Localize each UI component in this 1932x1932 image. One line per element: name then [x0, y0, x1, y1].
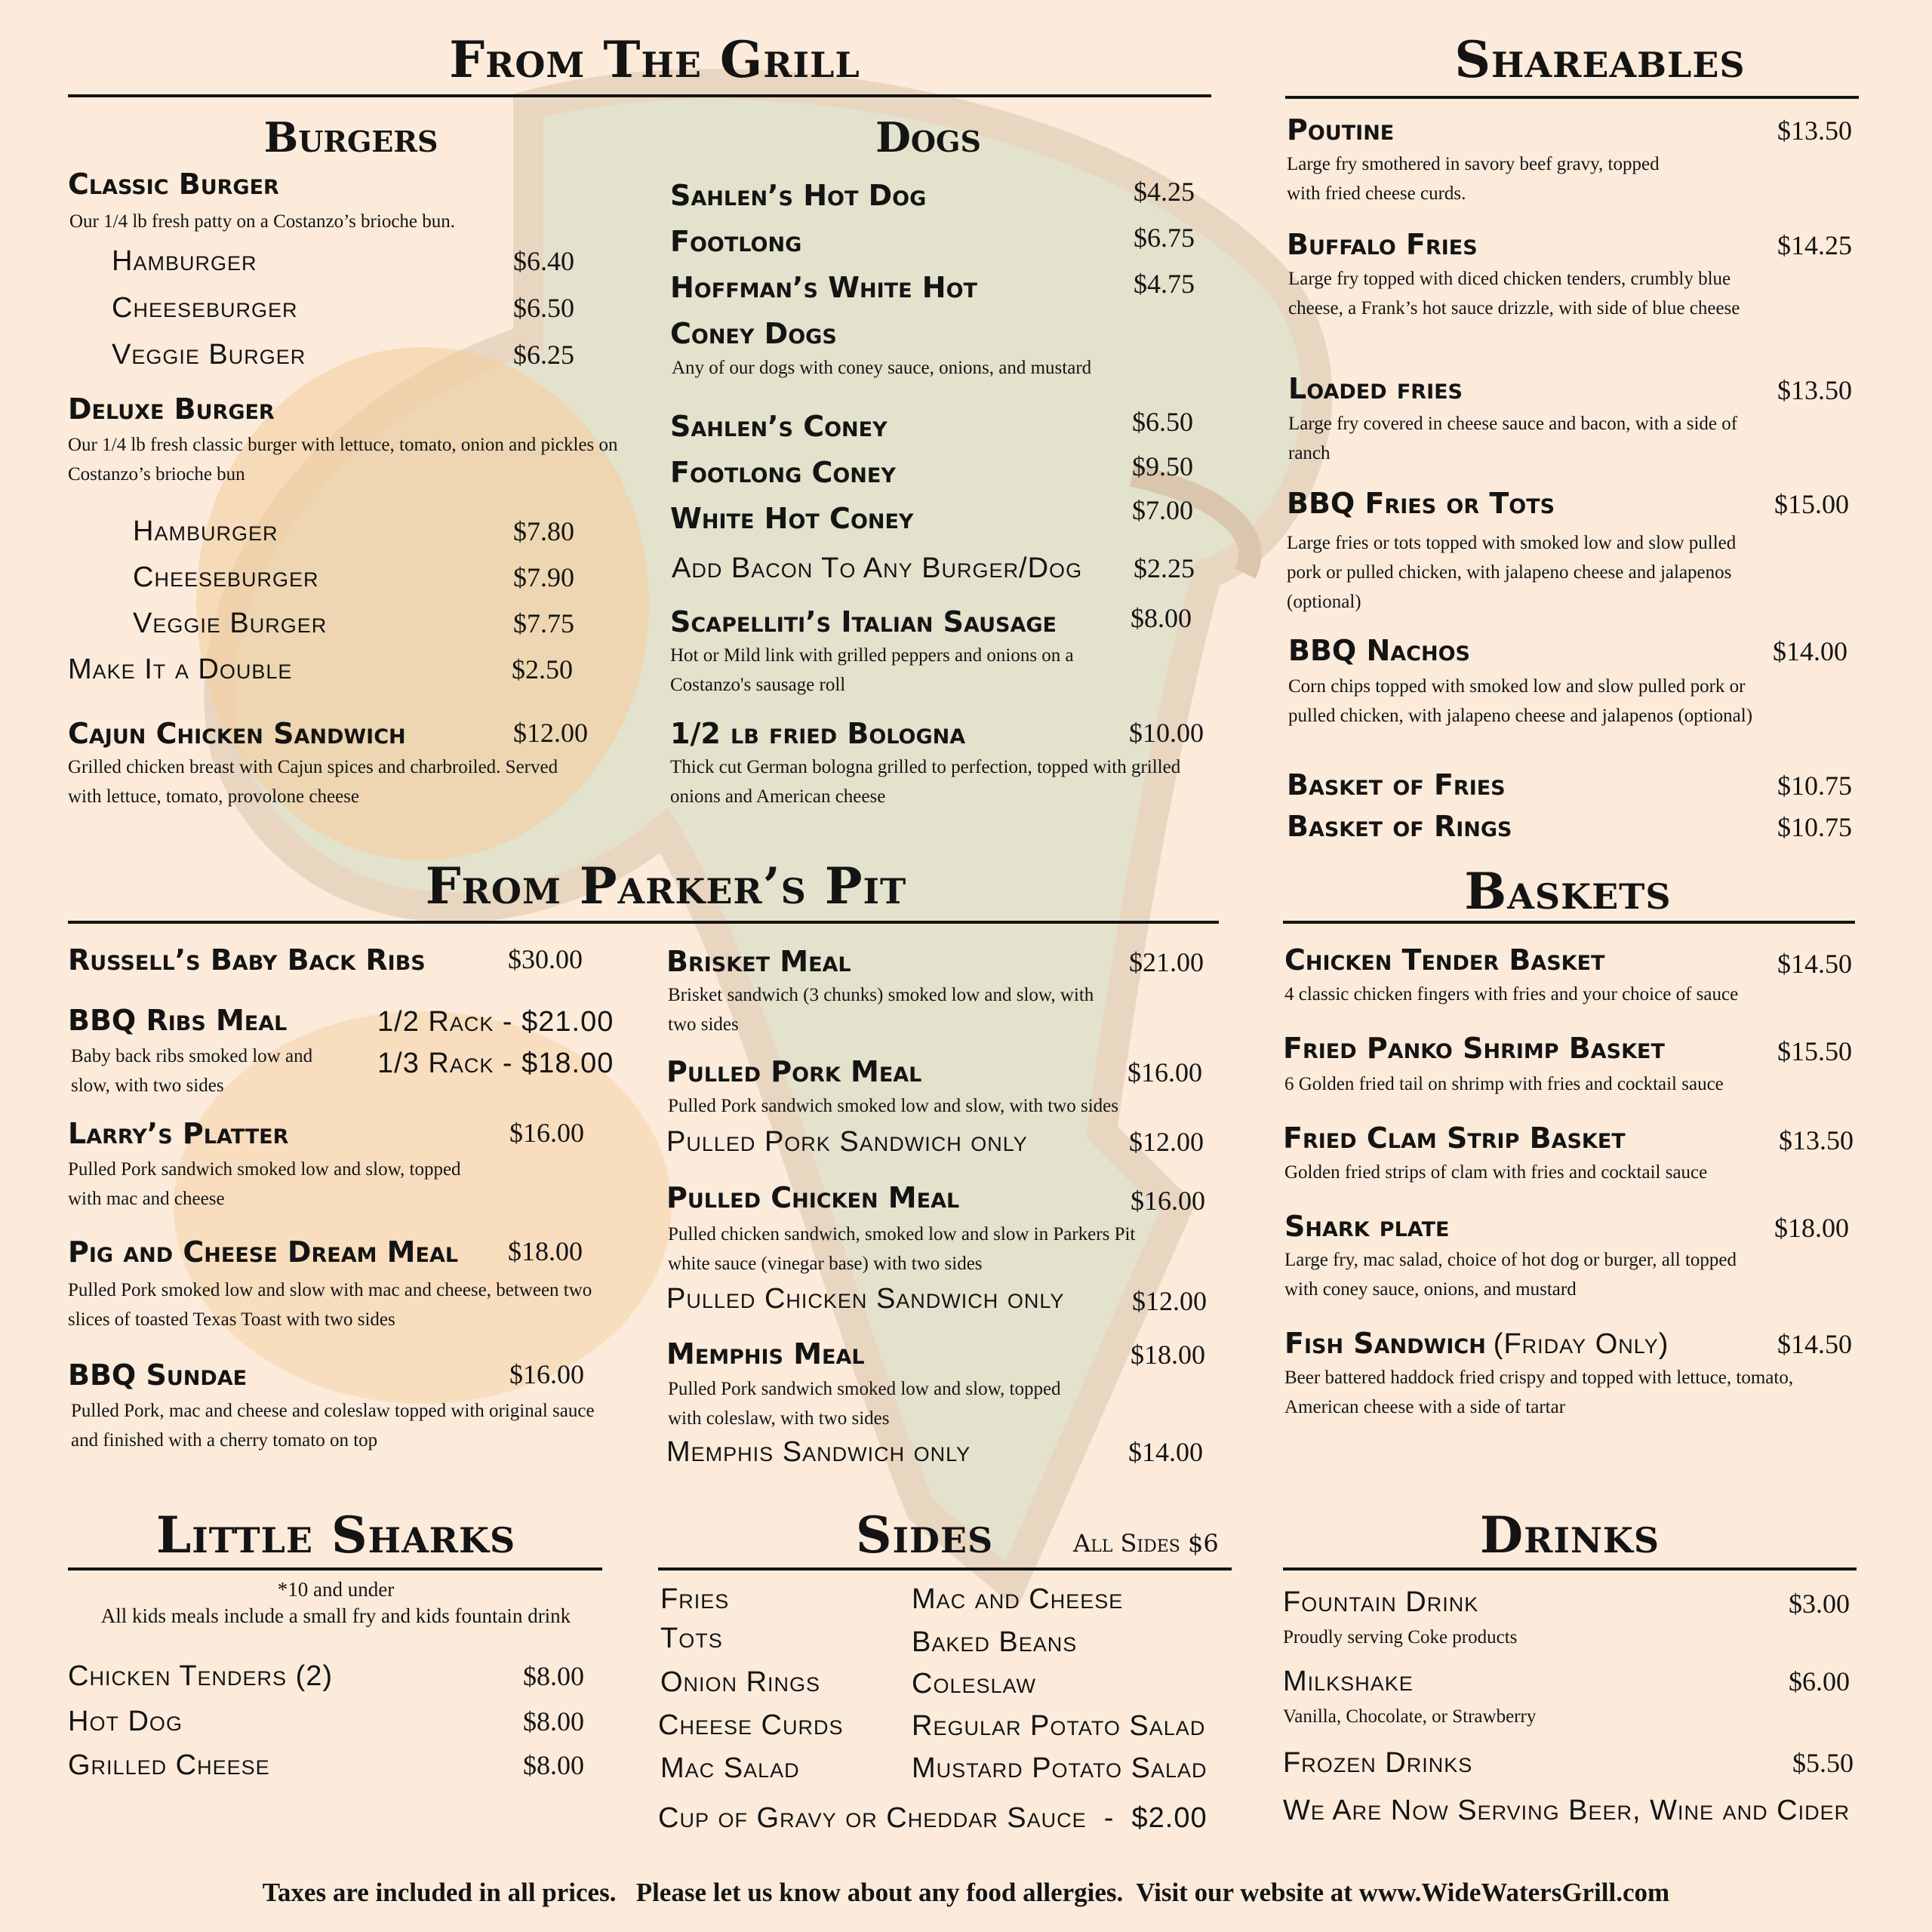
drink-frozen: Frozen Drinks: [1283, 1747, 1473, 1779]
sausage-desc: Hot or Mild link with grilled peppers and onions on a Costanzo's sausage roll: [670, 645, 1074, 695]
deluxe-hamburger-price: $7.80: [513, 516, 574, 546]
deluxe-hamburger: Hamburger: [133, 515, 278, 547]
poutine-name: Poutine: [1287, 113, 1395, 146]
clam-basket-name: Fried Clam Strip Basket: [1283, 1121, 1626, 1155]
basket-rings-name: Basket of Rings: [1287, 810, 1512, 843]
kids-tenders: Chicken Tenders (2): [68, 1660, 334, 1692]
loaded-fries-name: Loaded fries: [1288, 372, 1463, 405]
deluxe-veggie-price: $7.75: [513, 608, 574, 638]
ribs-third-rack: 1/3 Rack - $18.00: [377, 1048, 614, 1079]
side-coleslaw: Coleslaw: [912, 1668, 1036, 1700]
pulled-pork-only: Pulled Pork Sandwich only: [666, 1126, 1028, 1158]
cajun-desc: Grilled chicken breast with Cajun spices and charbroiled. Served with lettuce, tomato, provolone cheese: [68, 757, 558, 807]
divider: [1283, 921, 1855, 924]
shark-plate-name: Shark plate: [1284, 1210, 1450, 1243]
deluxe-cheeseburger-price: $7.90: [513, 562, 574, 592]
memphis-price: $18.00: [1131, 1340, 1205, 1370]
add-bacon-price: $2.25: [1134, 553, 1195, 583]
classic-burger-desc: Our 1/4 lb fresh patty on a Costanzo’s brioche bun.: [69, 211, 456, 232]
chicken-tender-basket-name: Chicken Tender Basket: [1284, 943, 1605, 977]
bbq-nachos-desc: Corn chips topped with smoked low and slow pulled pork or pulled chicken, with jalapeno cheese and jalapenos (optional): [1288, 676, 1753, 726]
bbq-fries-desc: Large fries or tots topped with smoked low and slow pulled pork or pulled chicken, with jalapeno cheese and jalapenos (optional): [1287, 533, 1737, 612]
divider: [1283, 1567, 1857, 1571]
shrimp-basket-price: $15.50: [1777, 1036, 1852, 1066]
memphis-only: Memphis Sandwich only: [666, 1436, 971, 1468]
section-title-baskets: Baskets: [1464, 862, 1672, 921]
brisket-name: Brisket Meal: [666, 945, 851, 978]
coney-footlong-price: $9.50: [1132, 451, 1193, 481]
fish-sandwich-name: Fish Sandwich: [1284, 1327, 1486, 1360]
divider: [68, 1567, 602, 1571]
kids-note-includes: All kids meals include a small fry and kids fountain drink: [100, 1604, 571, 1627]
larry-name: Larry’s Platter: [68, 1117, 289, 1150]
bbq-nachos-price: $14.00: [1773, 636, 1847, 666]
buffalo-fries-price: $14.25: [1777, 230, 1852, 260]
deluxe-burger-desc: Our 1/4 lb fresh classic burger with lettuce, tomato, onion and pickles on Costanzo’s brioche bun: [68, 435, 618, 485]
fish-sandwich-price: $14.50: [1777, 1329, 1852, 1359]
sausage-price: $8.00: [1131, 603, 1192, 633]
kids-grilled-cheese: Grilled Cheese: [68, 1749, 270, 1781]
larry-desc: Pulled Pork sandwich smoked low and slow, topped with mac and cheese: [68, 1159, 461, 1209]
pulled-pork-name: Pulled Pork Meal: [666, 1055, 922, 1088]
make-double-price: $2.50: [512, 654, 573, 685]
pig-price: $18.00: [508, 1236, 583, 1266]
loaded-fries-desc: Large fry covered in cheese sauce and bacon, with a side of ranch: [1288, 414, 1738, 463]
cajun-name: Cajun Chicken Sandwich: [68, 717, 406, 750]
drink-frozen-price: $5.50: [1792, 1748, 1854, 1778]
coney-dogs-name: Coney Dogs: [670, 317, 837, 350]
drink-fountain-price: $3.00: [1789, 1589, 1850, 1619]
side-baked-beans: Baked Beans: [912, 1626, 1078, 1658]
drink-fountain: Fountain Drink: [1283, 1586, 1479, 1618]
pulled-pork-desc: Pulled Pork sandwich smoked low and slow, with two sides: [668, 1096, 1118, 1116]
ribs-name: Russell’s Baby Back Ribs: [68, 943, 426, 977]
brisket-price: $21.00: [1129, 947, 1204, 977]
pulled-pork-price: $16.00: [1128, 1057, 1202, 1088]
side-regular-potato-salad: Regular Potato Salad: [912, 1710, 1206, 1742]
ribs-meal-name: BBQ Ribs Meal: [68, 1004, 288, 1037]
basket-fries-price: $10.75: [1777, 771, 1852, 801]
buffalo-fries-name: Buffalo Fries: [1287, 228, 1478, 261]
sausage-name: Scapelliti’s Italian Sausage: [670, 605, 1057, 638]
kids-grilled-cheese-price: $8.00: [523, 1750, 584, 1780]
drink-milkshake: Milkshake: [1283, 1666, 1414, 1697]
classic-hamburger-price: $6.40: [513, 246, 574, 276]
pulled-chicken-desc: Pulled chicken sandwich, smoked low and slow in Parkers Pit white sauce (vinegar base) with two sides: [668, 1224, 1136, 1274]
section-title-pit: From Parker’s Pit: [425, 857, 907, 915]
memphis-only-price: $14.00: [1128, 1437, 1203, 1467]
bologna-price: $10.00: [1129, 718, 1204, 748]
coney-sahlens-price: $6.50: [1132, 407, 1193, 437]
kids-hot-dog-price: $8.00: [523, 1706, 584, 1737]
coney-white-hot: White Hot Coney: [670, 502, 914, 535]
divider: [68, 94, 1211, 97]
drink-fountain-desc: Proudly serving Coke products: [1283, 1627, 1518, 1647]
kids-note-age: *10 and under: [277, 1578, 395, 1601]
section-title-kids: Little Sharks: [155, 1506, 516, 1564]
poutine-price: $13.50: [1777, 115, 1852, 146]
classic-cheeseburger-price: $6.50: [513, 293, 574, 323]
side-fries: Fries: [660, 1583, 730, 1615]
footer-note: Taxes are included in all prices. Please let us know about any food allergies. Visit our website at www.WideWatersGrill.com: [262, 1878, 1670, 1907]
coney-dogs-desc: Any of our dogs with coney sauce, onions, and mustard: [672, 358, 1092, 378]
burgers-heading: Burgers: [263, 113, 438, 162]
pulled-chicken-only-price: $12.00: [1132, 1286, 1207, 1316]
side-cheese-curds: Cheese Curds: [658, 1709, 844, 1741]
side-mustard-potato-salad: Mustard Potato Salad: [912, 1752, 1208, 1784]
divider: [1285, 96, 1859, 99]
ribs-price: $30.00: [508, 944, 583, 974]
dog-white-hot-price: $4.75: [1134, 269, 1195, 299]
section-title-drinks: Drinks: [1479, 1506, 1660, 1564]
section-title-sides: Sides: [855, 1506, 994, 1564]
clam-basket-price: $13.50: [1779, 1125, 1854, 1155]
fish-sandwich-note: (Friday Only): [1493, 1328, 1669, 1360]
divider: [658, 1567, 1232, 1571]
larry-price: $16.00: [509, 1118, 584, 1148]
poutine-desc: Large fry smothered in savory beef gravy, topped with fried cheese curds.: [1287, 154, 1660, 204]
clam-basket-desc: Golden fried strips of clam with fries and cocktail sauce: [1284, 1162, 1708, 1183]
fish-sandwich-desc: Beer battered haddock fried crispy and topped with lettuce, tomato, American cheese with a side of tartar: [1284, 1367, 1794, 1417]
make-double: Make It a Double: [68, 654, 293, 685]
shrimp-basket-name: Fried Panko Shrimp Basket: [1283, 1032, 1665, 1065]
shark-plate-desc: Large fry, mac salad, choice of hot dog or burger, all topped with coney sauce, onions, and mustard: [1284, 1250, 1737, 1300]
add-bacon: Add Bacon To Any Burger/Dog: [672, 552, 1083, 584]
chicken-tender-basket-desc: 4 classic chicken fingers with fries and your choice of sauce: [1284, 984, 1739, 1004]
buffalo-fries-desc: Large fry topped with diced chicken tenders, crumbly blue cheese, a Frank’s hot sauce drizzle, with side of blue cheese: [1288, 269, 1740, 318]
coney-footlong: Footlong Coney: [670, 456, 896, 489]
dogs-heading: Dogs: [875, 113, 981, 162]
pulled-pork-only-price: $12.00: [1129, 1127, 1204, 1157]
cajun-price: $12.00: [513, 718, 588, 748]
dog-sahlens: Sahlen’s Hot Dog: [670, 179, 927, 212]
brisket-desc: Brisket sandwich (3 chunks) smoked low and slow, with two sides: [668, 985, 1094, 1035]
loaded-fries-price: $13.50: [1777, 375, 1852, 405]
drink-milkshake-desc: Vanilla, Chocolate, or Strawberry: [1283, 1706, 1537, 1727]
classic-veggie-price: $6.25: [513, 340, 574, 370]
drink-beer-wine-cider: We Are Now Serving Beer, Wine and Cider: [1283, 1795, 1850, 1826]
pulled-chicken-name: Pulled Chicken Meal: [666, 1181, 960, 1214]
classic-hamburger: Hamburger: [112, 245, 257, 277]
memphis-desc: Pulled Pork sandwich smoked low and slow, topped with coleslaw, with two sides: [668, 1379, 1061, 1429]
section-title-shareables: Shareables: [1454, 30, 1746, 89]
classic-burger-name: Classic Burger: [68, 168, 279, 201]
chicken-tender-basket-price: $14.50: [1777, 949, 1852, 979]
memphis-name: Memphis Meal: [666, 1337, 865, 1371]
pulled-chicken-price: $16.00: [1131, 1186, 1205, 1216]
classic-veggie: Veggie Burger: [112, 339, 306, 371]
divider: [68, 921, 1219, 924]
dog-footlong-price: $6.75: [1134, 223, 1195, 253]
bologna-desc: Thick cut German bologna grilled to perfection, topped with grilled onions and American cheese: [670, 757, 1181, 807]
fish-sandwich-title: [1284, 1327, 1669, 1361]
kids-tenders-price: $8.00: [523, 1661, 584, 1691]
side-onion-rings: Onion Rings: [660, 1666, 821, 1698]
pulled-chicken-only: Pulled Chicken Sandwich only: [666, 1283, 1065, 1315]
sides-all-price: All Sides $6: [1073, 1529, 1219, 1558]
dog-footlong: Footlong: [670, 225, 802, 258]
side-mac-salad: Mac Salad: [660, 1752, 800, 1784]
section-title-grill: From The Grill: [449, 30, 860, 89]
ribs-half-rack: 1/2 Rack - $21.00: [377, 1006, 614, 1038]
pig-desc: Pulled Pork smoked low and slow with mac and cheese, between two slices of toasted Texas Toast with two sides: [68, 1280, 592, 1330]
ribs-meal-desc: Baby back ribs smoked low and slow, with two sides: [71, 1046, 313, 1096]
deluxe-veggie: Veggie Burger: [133, 608, 328, 639]
bbq-fries-price: $15.00: [1774, 489, 1849, 519]
deluxe-cheeseburger: Cheeseburger: [133, 561, 319, 593]
shrimp-basket-desc: 6 Golden fried tail on shrimp with fries and cocktail sauce: [1284, 1074, 1724, 1094]
coney-white-hot-price: $7.00: [1132, 495, 1193, 525]
bbq-fries-name: BBQ Fries or Tots: [1287, 487, 1555, 520]
drink-milkshake-price: $6.00: [1789, 1666, 1850, 1697]
deluxe-burger-name: Deluxe Burger: [68, 392, 275, 426]
coney-sahlens: Sahlen’s Coney: [670, 410, 888, 443]
sundae-desc: Pulled Pork, mac and cheese and coleslaw topped with original sauce and finished with a cherry tomato on top: [71, 1401, 595, 1451]
basket-fries-name: Basket of Fries: [1287, 768, 1506, 801]
bologna-name: 1/2 lb fried Bologna: [670, 717, 966, 750]
side-gravy-cheddar: Cup of Gravy or Cheddar Sauce - $2.00: [658, 1802, 1208, 1834]
shark-plate-price: $18.00: [1774, 1213, 1849, 1243]
basket-rings-price: $10.75: [1777, 812, 1852, 842]
sundae-name: BBQ Sundae: [68, 1358, 248, 1392]
pig-name: Pig and Cheese Dream Meal: [68, 1235, 459, 1269]
classic-cheeseburger: Cheeseburger: [112, 292, 298, 324]
dog-white-hot: Hoffman’s White Hot: [670, 271, 977, 304]
bbq-nachos-name: BBQ Nachos: [1288, 634, 1470, 667]
sundae-price: $16.00: [509, 1359, 584, 1389]
dog-sahlens-price: $4.25: [1134, 177, 1195, 207]
side-mac-cheese: Mac and Cheese: [912, 1583, 1124, 1615]
kids-hot-dog: Hot Dog: [68, 1706, 183, 1737]
side-tots: Tots: [660, 1623, 723, 1654]
